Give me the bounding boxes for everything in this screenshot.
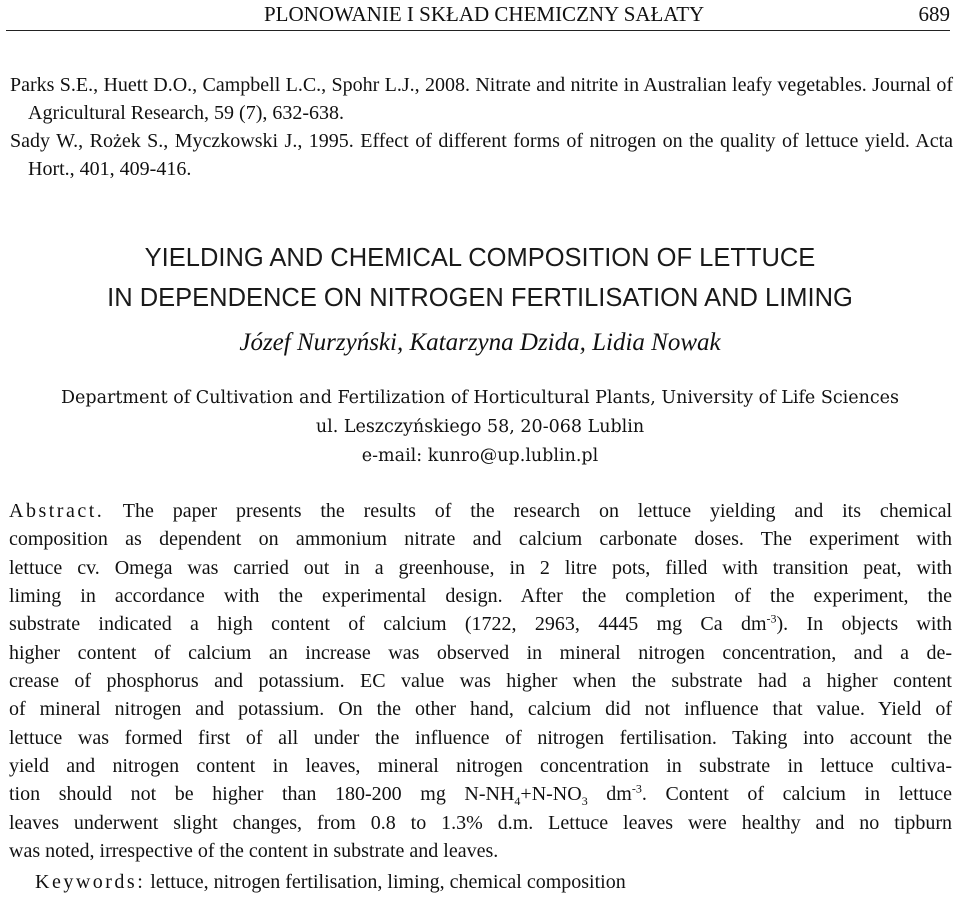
abstract (9, 497, 952, 865)
affiliation (0, 384, 960, 471)
page-number: 689 (918, 2, 950, 26)
abstract-text: . Content of calcium in lettuce (641, 783, 952, 806)
reference-item: Sady W., Rożek S., Myczkowski J., 1995. Effect of different forms of nitrogen on the quality of lettuce yield. Acta Hort., 401, 409-416. (10, 130, 953, 180)
superscript: -3 (631, 781, 642, 796)
abstract-text: dm (587, 783, 632, 806)
affiliation-department: Department of Cultivation and Fertilization of Horticultural Plants, University of Life Sciences (60, 388, 899, 408)
abstract-label: Abstract. (9, 500, 105, 522)
abstract-line: The paper presents the results of the research on lettuce yielding and its chemical (122, 500, 953, 522)
abstract-line: leaves underwent slight changes, from 0.8 to 1.3% d.m. Lettuce leaves were healthy and no tipburn (9, 811, 952, 834)
subscript: 4 (514, 794, 521, 809)
paper-title (0, 238, 960, 318)
keywords-label: Keywords: (35, 871, 146, 893)
affiliation-address: ul. Leszczyńskiego 58, 20-068 Lublin (315, 417, 645, 437)
abstract-line: higher content of calcium an increase was observed in mineral nitrogen concentration, and a de- (9, 641, 952, 664)
affiliation-email: e-mail: kunro@up.lublin.pl (361, 446, 599, 466)
abstract-line: of mineral nitrogen and potassium. On the other hand, calcium did not influence that value. Yield of (9, 698, 952, 721)
author-list: Józef Nurzyński, Katarzyna Dzida, Lidia Nowak (239, 329, 721, 356)
abstract-text: +N-NO (520, 783, 582, 806)
abstract-text: tion should not be higher than 180-200 mg N-NH (9, 783, 515, 806)
abstract-line: lettuce cv. Omega was carried out in a greenhouse, in 2 litre pots, filled with transition peat, with (9, 556, 952, 579)
title-line: IN DEPENDENCE ON NITROGEN FERTILISATION AND LIMING (107, 284, 853, 312)
keywords-text: lettuce, nitrogen fertilisation, liming, chemical composition (145, 871, 626, 893)
subscript: 3 (581, 794, 588, 809)
reference-list (10, 71, 953, 183)
reference-item: Parks S.E., Huett D.O., Campbell L.C., Spohr L.J., 2008. Nitrate and nitrite in Australian leafy vegetables. Journal of Agricultural Research, 59 (7), 632-638. (10, 74, 953, 124)
abstract-line: yield and nitrogen content in leaves, mineral nitrogen concentration in substrate in lettuce cultiva- (9, 755, 952, 778)
abstract-line: liming in accordance with the experimental design. After the completion of the experiment, the (9, 585, 952, 608)
abstract-line: crease of phosphorus and potassium. EC value was higher when the substrate had a higher content (9, 670, 952, 693)
keywords (9, 871, 626, 894)
abstract-line: composition as dependent on ammonium nitrate and calcium carbonate doses. The experiment with (9, 528, 952, 551)
running-head (6, 0, 950, 31)
abstract-line: lettuce was formed first of all under the influence of nitrogen fertilisation. Taking into account the (9, 726, 952, 749)
abstract-text: substrate indicated a high content of calcium (1722, 2963, 4445 mg Ca dm (9, 613, 767, 636)
title-line: YIELDING AND CHEMICAL COMPOSITION OF LETTUCE (144, 244, 816, 272)
superscript: -3 (766, 611, 777, 626)
abstract-line: was noted, irrespective of the content in substrate and leaves. (9, 840, 499, 863)
running-title: PLONOWANIE I SKŁAD CHEMICZNY SAŁATY (264, 2, 705, 26)
abstract-text: ). In objects with (776, 613, 952, 636)
